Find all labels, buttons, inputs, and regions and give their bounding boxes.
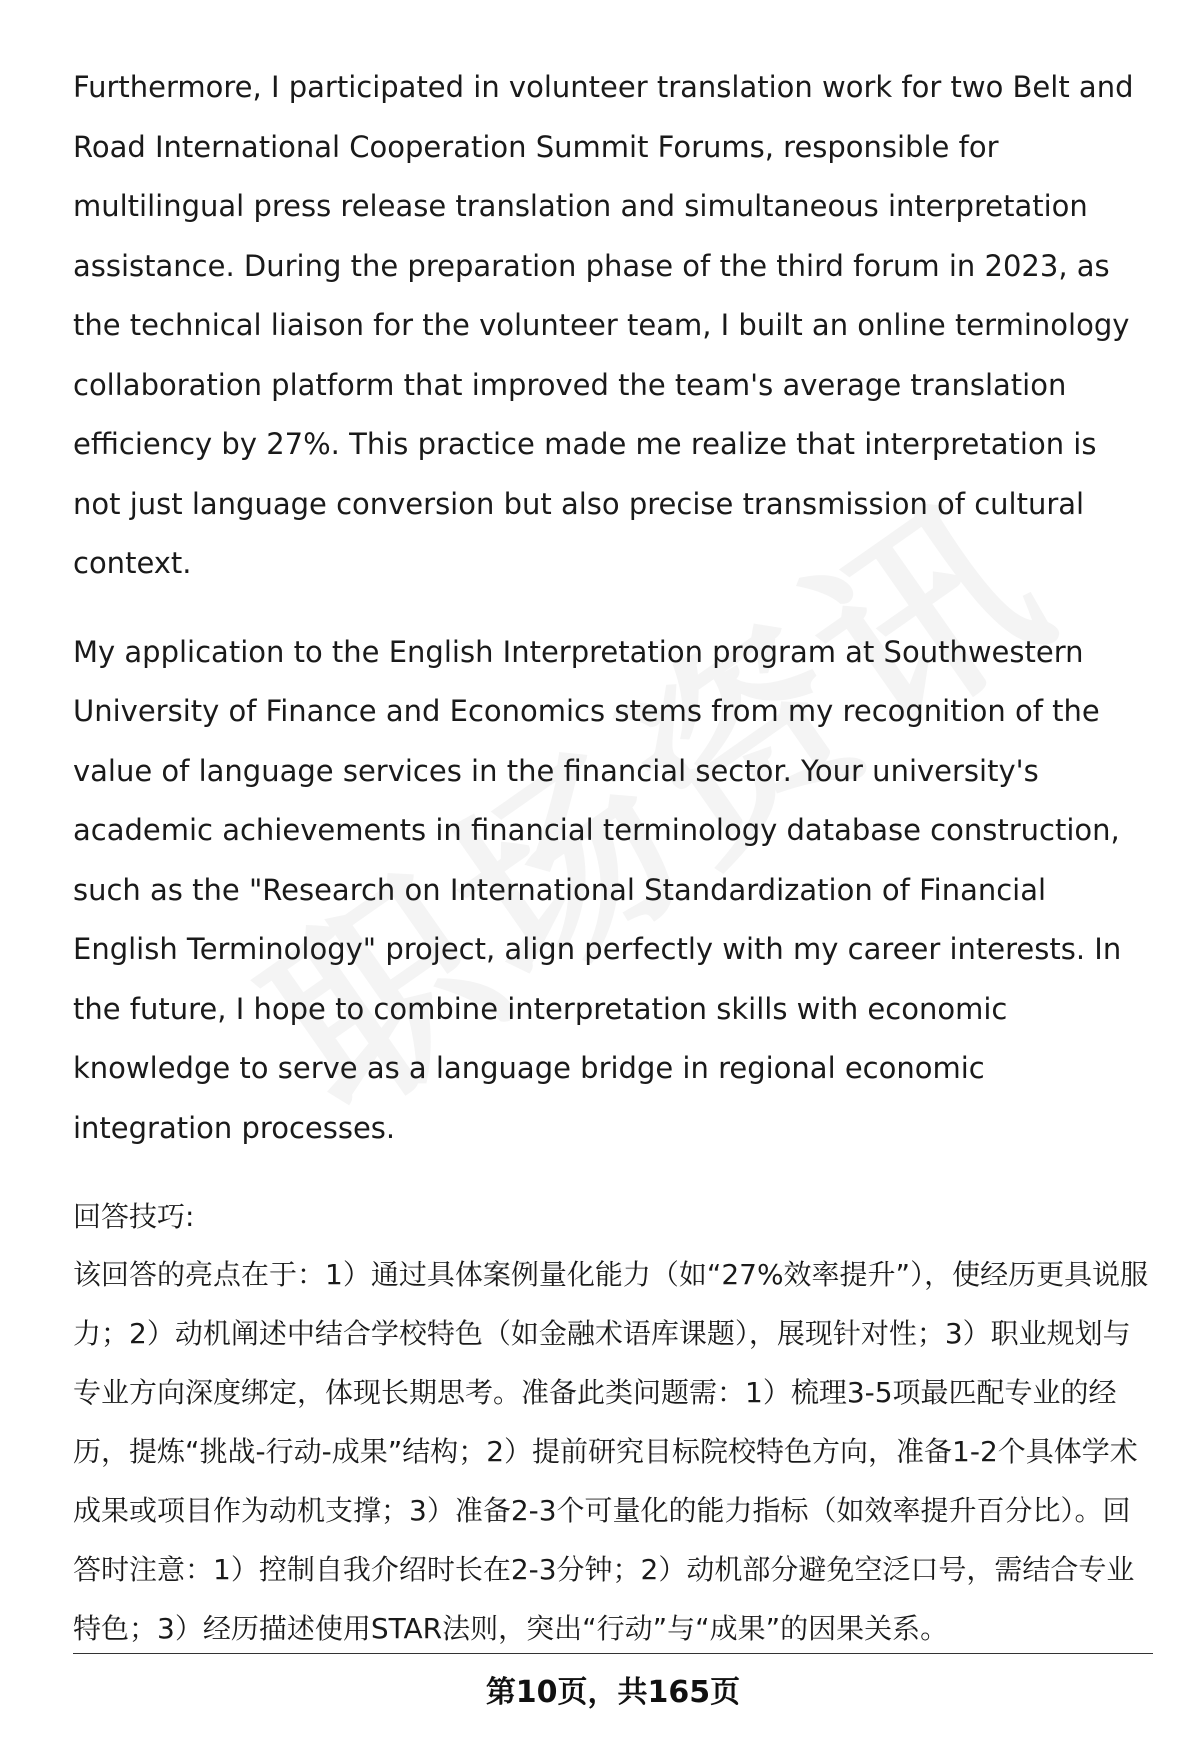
document-body: [73, 58, 1153, 1658]
paragraph-volunteer-experience: Furthermore, I participated in volunteer translation work for two Belt and Road International Cooperation Summit Forums, responsible for multilingual press release translation and simultaneous interpretation assistance. During the preparation phase of the third forum in 2023, as the technical liaison for the volunteer team, I built an online terminology collaboration platform that improved the team's average translation efficiency by 27%. This practice made me realize that interpretation is not just language conversion but also precise transmission of cultural context.: [73, 70, 1134, 580]
answer-tips-section: [73, 1188, 1153, 1658]
page-number: 第10页，共165页: [485, 1675, 741, 1710]
answer-tips-body: 该回答的亮点在于：1）通过具体案例量化能力（如“27%效率提升”），使经历更具说服力；2）动机阐述中结合学校特色（如金融术语库课题），展现针对性；3）职业规划与专业方向深度绑定，体现长期思考。准备此类问题需：1）梳理3-5项最匹配专业的经历，提炼“挑战-行动-成果”结构；2）提前研究目标院校特色方向，准备1-2个具体学术成果或项目作为动机支撑；3）准备2-3个可量化的能力指标（如效率提升百分比）。回答时注意：1）控制自我介绍时长在2-3分钟；2）动机部分避免空泛口号，需结合专业特色；3）经历描述使用STAR法则，突出“行动”与“成果”的因果关系。: [73, 1258, 1149, 1645]
answer-tips-heading: 回答技巧:: [73, 1200, 195, 1233]
paragraph-application-motivation: My application to the English Interpretation program at Southwestern University of Finance and Economics stems from my recognition of the value of language services in the financial sector. Your university's academic achievements in financial terminology database construction, such as the "Research on International Standardization of Financial English Terminology" project, align perfectly with my career interests. In the future, I hope to combine interpretation skills with economic knowledge to serve as a language bridge in regional economic integration processes.: [73, 634, 1122, 1145]
